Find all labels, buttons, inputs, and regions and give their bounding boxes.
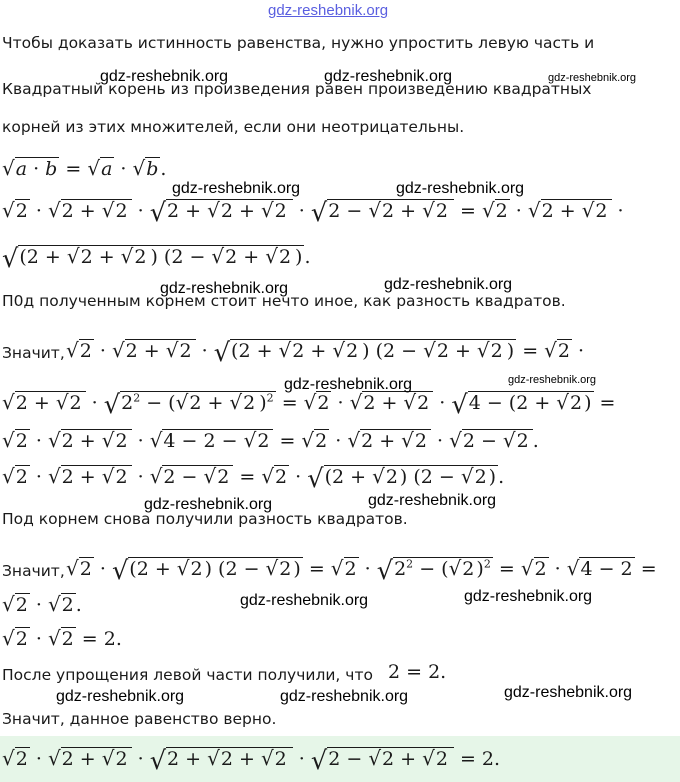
watermark: gdz-reshebnik.org [172, 180, 301, 197]
formula-final-answer: √2 · √2 + √2 · √2 + √2 + √2 · √2 − √2 + √2 = 2. [2, 746, 501, 776]
formula-second-difference-line-1: √2 · √(2 + √2 ) (2 − √2 ) = $√2 \cdot √2^2 - (√2$ )$^2$ = √2 · √4 − 2 = [66, 556, 657, 586]
text-line-8: После упрощения левой части получили, что [2, 666, 373, 684]
watermark: gdz-reshebnik.org [240, 592, 369, 609]
watermark: gdz-reshebnik.org [56, 688, 185, 705]
watermark: gdz-reshebnik.org [284, 376, 413, 393]
watermark: gdz-reshebnik.org [160, 280, 289, 297]
watermark: gdz-reshebnik.org [324, 68, 453, 85]
watermark: gdz-reshebnik.org [508, 374, 597, 386]
watermark: gdz-reshebnik.org [548, 72, 637, 84]
formula-result: √2 · √2 = 2. [2, 626, 122, 650]
watermark: gdz-reshebnik.org [396, 180, 525, 197]
watermark: gdz-reshebnik.org [100, 68, 229, 85]
formula-second-difference-line-2: √2 · √2 . [2, 592, 82, 616]
text-line-1: Чтобы доказать истинность равенства, нужно упростить левую часть и [2, 34, 595, 52]
text-line-2: Квадратный корень из произведения равен произведению квадратных [2, 80, 592, 98]
watermark: gdz-reshebnik.org [144, 496, 273, 513]
watermark: gdz-reshebnik.org [464, 588, 593, 605]
text-line-3: корней из этих множителей, если они неотрицательны. [2, 118, 465, 136]
header-site-link[interactable]: gdz-reshebnik.org [268, 2, 389, 19]
formula-expansion-line-1: √2 · √2 + √2 · √2 + √2 + √2 · √2 − √2 + √2 = √2 · √2 + √2 · [2, 198, 624, 228]
watermark: gdz-reshebnik.org [280, 688, 409, 705]
text-line-4: П0д полученным корнем стоит нечто иное, как разность квадратов. [2, 292, 566, 310]
formula-expansion-line-2: √(2 + √2 + √2 ) (2 − √2 + √2 ) . [2, 244, 311, 274]
formula-difference-line-1: √2 · √2 + √2 · √(2 + √2 + √2 ) (2 − √2 + √2 ) = √2 · [66, 338, 585, 368]
text-line-5: Значит, [2, 344, 65, 362]
formula-difference-line-2: $√2 + √2 \cdot √2^2 - (√2 + √2$ )$^2$ = √2 · √2 + √2 · √4 − (2 + √2 ) = [2, 390, 616, 420]
watermark: gdz-reshebnik.org [384, 276, 513, 293]
watermark: gdz-reshebnik.org [368, 492, 497, 509]
formula-root-product-rule: √a · b = √a · √b . [2, 156, 167, 180]
text-line-9: Значит, данное равенство верно. [2, 710, 277, 728]
formula-difference-line-3: √2 · √2 + √2 · √4 − 2 − √2 = √2 · √2 + √2 · √2 − √2 . [2, 428, 539, 452]
text-line-8-equation: 2 = 2. [388, 661, 447, 683]
formula-difference-line-4: √2 · √2 + √2 · √2 − √2 = √2 · √(2 + √2 ) (2 − √2 ) . [2, 464, 505, 494]
text-line-6: Под корнем снова получили разность квадратов. [2, 510, 408, 528]
watermark: gdz-reshebnik.org [504, 684, 633, 701]
text-line-7: Значит, [2, 562, 65, 580]
